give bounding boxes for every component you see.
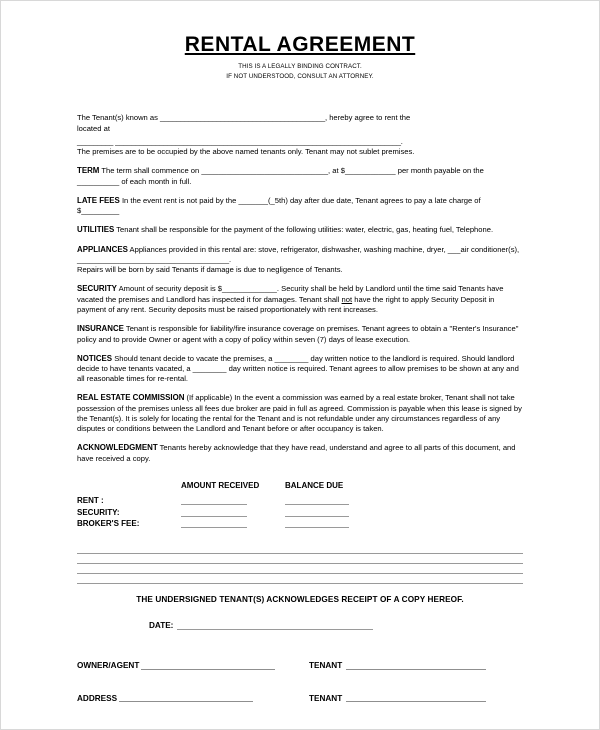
clause-real-estate-commission [77,393,523,434]
clause-term-text: The term shall commence on ______________________________, at $____________ per month payable on the __________ of each month in full. [77,166,484,186]
signature-row-address-tenant [77,695,523,703]
clause-appliances [77,245,523,266]
clause-term-lead: TERM [77,166,100,176]
table-row [77,494,523,506]
rent-balance-due-field[interactable] [285,504,405,505]
clause-acknowledgment-text: Tenants hereby acknowledge that they have read, understand and agree to all parts of this document, and have received a copy. [77,443,516,463]
clause-security-text-after: have the right to apply Security Deposit in payment of any rent. Security deposits must be raised proportionately with rent increases. [77,294,495,314]
input-underline [181,504,247,505]
rent-amount-received-field[interactable] [181,504,285,505]
address-field-group [77,695,309,703]
input-underline [285,527,349,528]
security-amount-received-field[interactable] [181,516,285,517]
row-label-rent: RENT : [77,496,104,506]
payment-table [77,481,523,529]
clause-notices-text: Should tenant decide to vacate the premises, a ________ day written notice to the landlord is required. Should landlord decide to have tenants vacated, a ________ day written notice is required. Tenant agrees to allow premises to be shown at any and all reasonable times for re-rental. [77,353,519,384]
subtitle-line-2: IF NOT UNDERSTOOD, CONSULT AN ATTORNEY. [226,73,374,81]
clause-appliances-lead: APPLIANCES [77,244,128,254]
brokers-fee-balance-due-field[interactable] [285,527,405,528]
clause-appliances-repairs-text: Repairs will be born by said Tenants if damage is due to negligence of Tenants. [77,265,343,275]
date-label: DATE: [149,621,174,631]
clause-security-emphasis: not [341,294,353,304]
subtitle-line-1: THIS IS A LEGALLY BINDING CONTRACT. [238,63,362,71]
clause-real-estate-commission-text: (If applicable) In the event a commission was earned by a real estate broker, Tenant shall not take possession of the premises unless all fees due broker are paid in full as agreed. Commission is payable when this lease is signed by the Tenant(s). It is solely for locating the rental for the Tenant and is not refundable under any circumstances regardless of any disputes or conditions between the Landlord and Tenant before or after occupancy is taken. [77,393,522,434]
clause-insurance-text: Tenant is responsible for liability/fire insurance coverage on premises. Tenant agrees to obtain a "Renter's Insurance" policy and to provide Owner or agent with a copy of policy within seven (7) days of lease execution. [77,324,519,344]
address-blank[interactable]: _________ _______________________________________________________________________. [77,136,403,146]
signature-block [77,662,523,702]
owner-agent-label: OWNER/AGENT [77,661,140,671]
blank-line[interactable] [77,554,523,564]
tenant-label-2: TENANT [309,693,343,703]
owner-agent-signature-input[interactable] [141,669,275,670]
page-title: RENTAL AGREEMENT [184,33,416,56]
located-at-label: located at [77,123,110,133]
signature-row-owner-tenant [77,662,523,670]
address-input[interactable] [119,701,253,702]
input-underline [181,516,247,517]
row-label-security: SECURITY: [77,507,120,517]
tenant-label-1: TENANT [309,661,343,671]
clause-late-fees-lead: LATE FEES [77,195,120,205]
clause-acknowledgment [77,443,523,464]
tenant-field-group-1 [309,662,523,670]
clause-appliances-repairs [77,265,523,275]
table-row [77,517,523,529]
payment-table-header [77,481,523,490]
security-balance-due-field[interactable] [285,516,405,517]
intro-prefix: The Tenant(s) known as [77,112,161,122]
intro-suffix: , hereby agree to rent the [324,112,411,122]
clause-acknowledgment-lead: ACKNOWLEDGMENT [77,443,158,453]
tenant-field-group-2 [309,695,523,703]
input-underline [285,504,349,505]
clause-insurance-lead: INSURANCE [77,324,124,334]
clause-premises [77,147,523,157]
row-label-brokers-fee: BROKER'S FEE: [77,519,140,529]
undersigned-statement: THE UNDERSIGNED TENANT(S) ACKNOWLEDGES RECEIPT OF A COPY HEREOF. [136,595,464,605]
clause-insurance [77,324,523,345]
date-input[interactable] [177,629,373,630]
blank-line[interactable] [77,544,523,554]
tenant-signature-input-2[interactable] [346,701,486,702]
date-row [77,622,523,630]
blank-line[interactable] [77,564,523,574]
clause-real-estate-commission-lead: REAL ESTATE COMMISSION [77,393,185,403]
input-underline [181,527,247,528]
clause-late-fees [77,196,523,217]
column-header-amount-received: AMOUNT RECEIVED [181,480,260,490]
column-header-balance-due: BALANCE DUE [285,480,344,490]
clause-premises-text: The premises are to be occupied by the above named tenants only. Tenant may not sublet premises. [77,146,415,156]
table-row [77,505,523,517]
address-label: ADDRESS [77,693,118,703]
clause-utilities-text: Tenant shall be responsible for the payment of the following utilities: water, electric, gas, heating fuel, Telephone. [114,225,494,235]
blank-line[interactable] [77,574,523,584]
clause-security-text-before: Amount of security deposit is $_____________. Security shall be held by Landlord until the time said Tenants have vacated the premises and Landlord has inspected it for damages. Tenant shall [77,284,504,304]
blank-write-in-lines [77,544,523,584]
clause-late-fees-text: In the event rent is not paid by the _______(_5th) day after due date, Tenant agrees to pay a late charge of $_________ [77,195,481,216]
owner-agent-field-group [77,662,309,670]
clause-appliances-text: Appliances provided in this rental are: stove, refrigerator, dishwasher, washing machine, dryer, ___air conditioner(s), ____________________________________. [77,244,520,265]
clause-notices-lead: NOTICES [77,353,113,363]
tenant-name-blank[interactable]: _________________________________________ [160,112,325,122]
clause-notices [77,354,523,385]
tenant-signature-input-1[interactable] [346,669,486,670]
input-underline [285,516,349,517]
payment-table-header-spacer [77,481,181,490]
brokers-fee-amount-received-field[interactable] [181,527,285,528]
clause-term [77,166,523,187]
clause-security [77,284,523,315]
document-subtitle [77,62,523,82]
clause-utilities [77,225,523,236]
intro-paragraph [77,112,523,134]
document-body [77,1,523,703]
title-block [77,1,523,82]
clause-security-lead: SECURITY [77,284,117,294]
clause-utilities-lead: UTILITIES [77,225,115,235]
